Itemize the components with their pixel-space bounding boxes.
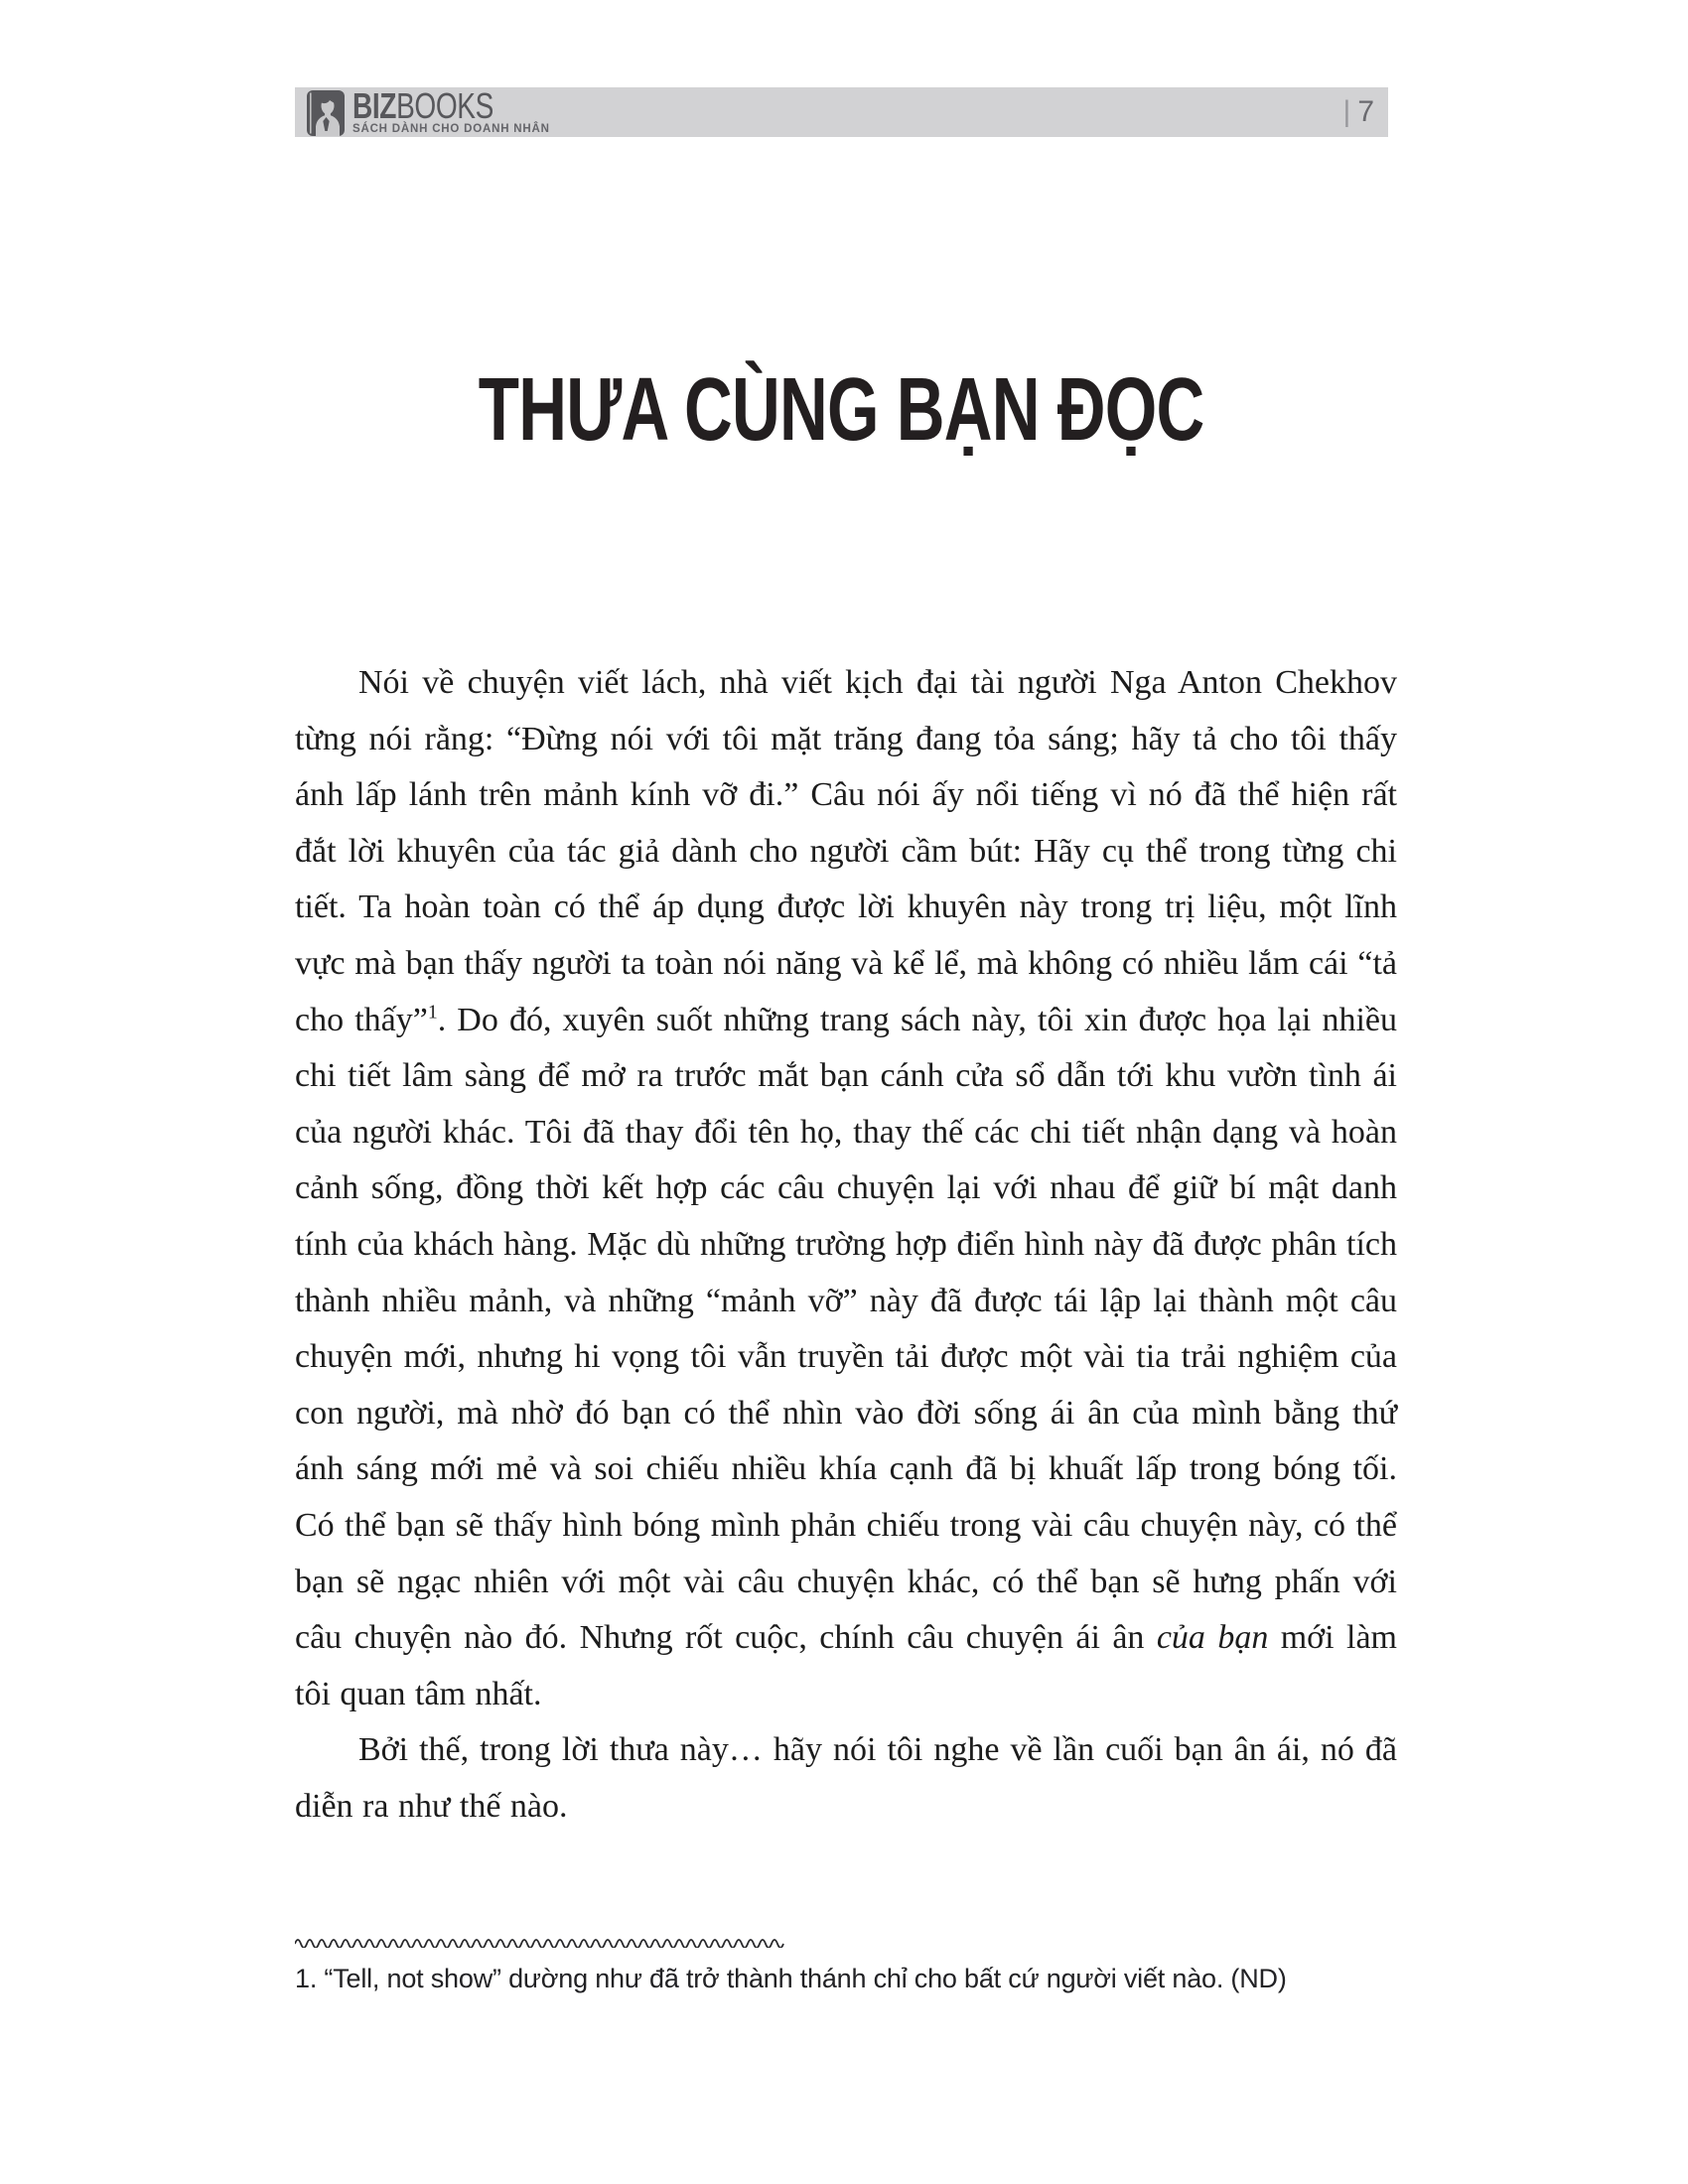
brand-tagline: SÁCH DÀNH CHO DOANH NHÂN	[352, 123, 550, 136]
brand	[307, 84, 550, 136]
title-wrap	[295, 360, 1388, 460]
brand-name-secondary: BOOKS	[396, 84, 493, 126]
bizbooks-logo-icon	[307, 90, 345, 136]
paragraph	[295, 655, 1397, 1722]
header-banner	[295, 84, 1388, 137]
brand-text	[352, 84, 550, 136]
text-run: . Do đó, xuyên suốt những trang sách này, tôi xin được họa lại nhiều chi tiết lâm sàng để mở ra trước mắt bạn cánh cửa sổ dẫn tới khu vườn tình ái của người khác. Tôi đã thay đổi tên họ, thay thế các chi tiết nhận dạng và hoàn cảnh sống, đồng thời kết hợp các câu chuyện lại với nhau để giữ bí mật danh tính của khách hàng. Mặc dù những trường hợp điển hình này đã được phân tích thành nhiều mảnh, và những “mảnh vỡ” này đã được tái lập lại thành một câu chuyện mới, nhưng hi vọng tôi vẫn truyền tải được một vài tia trải nghiệm của con người, mà nhờ đó bạn có thể nhìn vào đời sống ái ân của mình bằng thứ ánh sáng mới mẻ và soi chiếu nhiều khía cạnh đã bị khuất lấp trong bóng tối. Có thể bạn sẽ thấy hình bóng mình phản chiếu trong vài câu chuyện này, có thể bạn sẽ ngạc nhiên với một vài câu chuyện khác, có thể bạn sẽ hưng phấn với câu chuyện nào đó. Nhưng rốt cuộc, chính câu chuyện ái ân	[295, 1001, 1397, 1657]
text-run: Bởi thế, trong lời thưa này… hãy nói tôi nghe về lần cuối bạn ân ái, nó đã diễn ra như thế nào.	[295, 1731, 1397, 1825]
chapter-title: THƯA CÙNG BẠN ĐỌC	[479, 360, 1204, 460]
paragraph	[295, 1722, 1397, 1835]
page-number-value: 7	[1357, 95, 1374, 128]
text-run: mới làm tôi quan tâm nhất.	[295, 1619, 1398, 1712]
text-run: Nói về chuyện viết lách, nhà viết kịch đại tài người Nga Anton Chekhov từng nói rằng: “Đừng nói với tôi mặt trăng đang tỏa sáng; hãy tả cho tôi thấy ánh lấp lánh trên mảnh kính vỡ đi.” Câu nói ấy nổi tiếng vì nó đã thể hiện rất đắt lời khuyên của tác giả dành cho người cầm bút: Hãy cụ thể trong từng chi tiết. Ta hoàn toàn có thể áp dụng được lời khuyên này trong trị liệu, một lĩnh vực mà bạn thấy người ta toàn nói năng và kể lể, mà không có nhiều lắm cái “tả cho thấy”	[295, 664, 1397, 1038]
page-number-separator: |	[1342, 95, 1351, 128]
footnote-reference: 1	[427, 1001, 438, 1024]
page-number	[1343, 95, 1374, 129]
banner-zigzag-edge	[295, 137, 1388, 145]
footnote-separator-wave	[295, 1936, 785, 1948]
brand-name	[352, 84, 506, 126]
brand-name-primary: BIZ	[352, 84, 397, 126]
footnote	[295, 1936, 1397, 1994]
body-text	[295, 655, 1397, 1835]
emphasized-text: của bạn	[1156, 1619, 1269, 1657]
footnote-text: 1. “Tell, not show” dường như đã trở thành thánh chỉ cho bất cứ người viết nào. (ND)	[295, 1964, 1287, 1993]
